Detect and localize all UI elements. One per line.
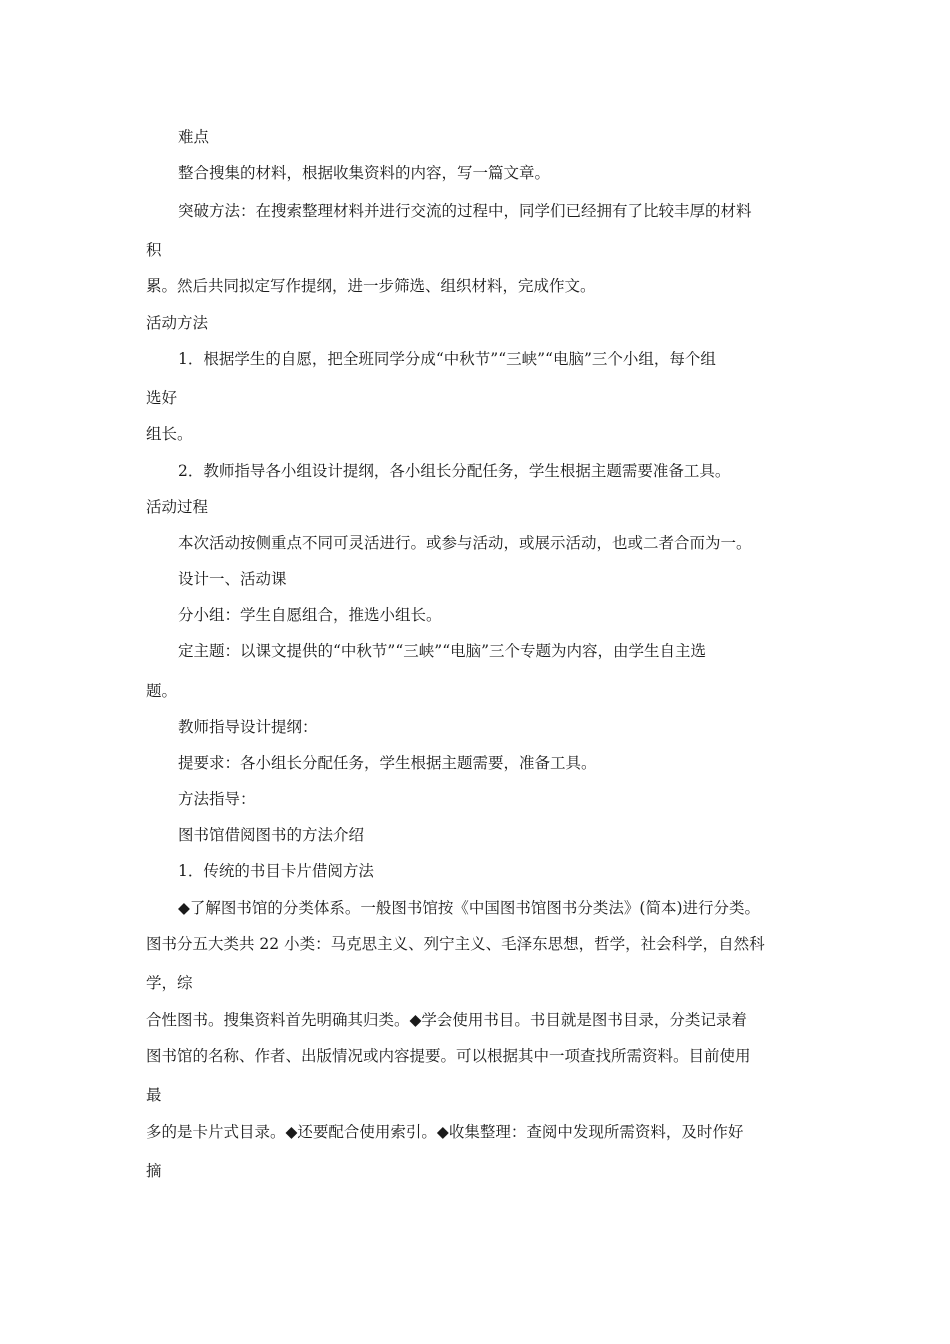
paragraph-line: 本次活动按侧重点不同可灵活进行。或参与活动，或展示活动，也或二者合而为一。 (178, 534, 752, 552)
paragraph-line: 教师指导设计提纲： (178, 718, 318, 736)
paragraph-line: 设计一、活动课 (178, 570, 287, 588)
paragraph-line: 突破方法：在搜索整理材料并进行交流的过程中，同学们已经拥有了比较丰厚的材料 (178, 202, 752, 220)
paragraph-line: ◆了解图书馆的分类体系。一般图书馆按《中国图书馆图书分类法》(简本)进行分类。 (178, 899, 761, 917)
paragraph-line: 累。然后共同拟定写作提纲，进一步筛选、组织材料，完成作文。 (146, 277, 596, 295)
paragraph-line: 学，综 (146, 974, 193, 992)
paragraph-line: 图书馆借阅图书的方法介绍 (178, 826, 365, 844)
paragraph-line: 最 (146, 1086, 162, 1104)
paragraph-line: 整合搜集的材料，根据收集资料的内容，写一篇文章。 (178, 164, 551, 182)
paragraph-line: 题。 (146, 682, 178, 700)
paragraph-line: 多的是卡片式目录。◆还要配合使用索引。◆收集整理：查阅中发现所需资料，及时作好 (146, 1123, 744, 1141)
heading-activity-method: 活动方法 (146, 314, 209, 332)
paragraph-line: 定主题：以课文提供的“中秋节”“三峡”“电脑”三个专题为内容，由学生自主选 (178, 642, 707, 660)
heading-difficulty: 难点 (178, 128, 210, 146)
paragraph-line: 组长。 (146, 425, 193, 443)
paragraph-line: 图书分五大类共 22 小类：马克思主义、列宁主义、毛泽东思想，哲学，社会科学，自然科 (146, 935, 765, 953)
paragraph-line: 1．传统的书目卡片借阅方法 (178, 862, 374, 880)
paragraph-line: 积 (146, 241, 162, 259)
paragraph-line: 图书馆的名称、作者、出版情况或内容提要。可以根据其中一项查找所需资料。目前使用 (146, 1047, 751, 1065)
paragraph-line: 合性图书。搜集资料首先明确其归类。◆学会使用书目。书目就是图书目录，分类记录着 (146, 1011, 747, 1029)
paragraph-line: 1．根据学生的自愿，把全班同学分成“中秋节”“三峡”“电脑”三个小组，每个组 (178, 350, 716, 368)
heading-activity-process: 活动过程 (146, 498, 209, 516)
paragraph-line: 2．教师指导各小组设计提纲，各小组长分配任务，学生根据主题需要准备工具。 (178, 462, 731, 480)
paragraph-line: 方法指导： (178, 790, 256, 808)
paragraph-line: 分小组：学生自愿组合，推选小组长。 (178, 606, 442, 624)
paragraph-line: 摘 (146, 1162, 162, 1180)
paragraph-line: 提要求：各小组长分配任务，学生根据主题需要，准备工具。 (178, 754, 597, 772)
paragraph-line: 选好 (146, 389, 178, 407)
